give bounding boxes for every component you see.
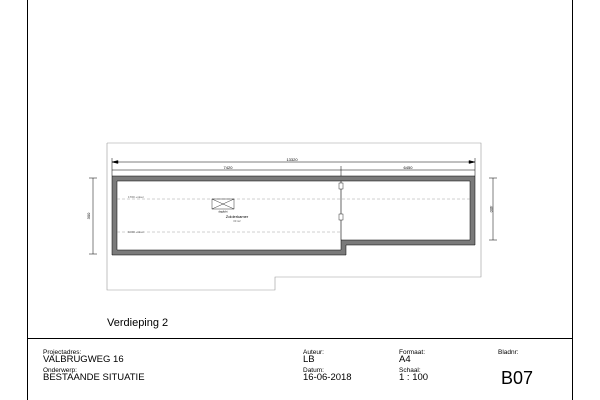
- format-value: A4: [399, 354, 411, 365]
- walls: [112, 176, 475, 255]
- door-top: [339, 183, 343, 189]
- date-value: 16-06-2018: [303, 372, 352, 383]
- project-label: Projectadres:: [43, 349, 82, 356]
- format-label: Formaat:: [399, 349, 426, 356]
- author-value: LB: [303, 354, 315, 365]
- level-label-upper: 1700 +vloer: [128, 195, 144, 199]
- scale-label: Schaal:: [399, 367, 421, 374]
- door-bottom: [339, 214, 343, 220]
- scale-value: 1 : 100: [399, 372, 429, 383]
- drawing-title: Verdieping 2: [107, 317, 169, 329]
- dim-height-right: 400: [489, 205, 494, 213]
- dim-right: 6450: [403, 165, 413, 170]
- sheet-number: B07: [501, 368, 534, 388]
- room-sublabel: 00 m2: [233, 220, 241, 223]
- building-outline: [107, 143, 481, 290]
- level-label-lower: 1000 +vloer: [128, 230, 144, 234]
- title-block: [27, 338, 573, 400]
- date-label: Datum:: [303, 367, 324, 374]
- skylight-label: daglicht: [218, 210, 228, 214]
- dim-left: 7420: [223, 165, 233, 170]
- skylight-symbol: [212, 199, 234, 209]
- sheet-label: Bladnr:: [498, 349, 519, 356]
- room-label: Zolderkamer: [225, 214, 249, 219]
- project-value: VALBRUGWEG 16: [43, 354, 124, 365]
- dim-height-left: 300: [86, 212, 91, 220]
- author-label: Auteur:: [303, 349, 324, 356]
- subject-value: BESTAANDE SITUATIE: [43, 372, 145, 383]
- subject-label: Onderwerp:: [43, 367, 77, 374]
- dim-overall: 13320: [286, 157, 298, 162]
